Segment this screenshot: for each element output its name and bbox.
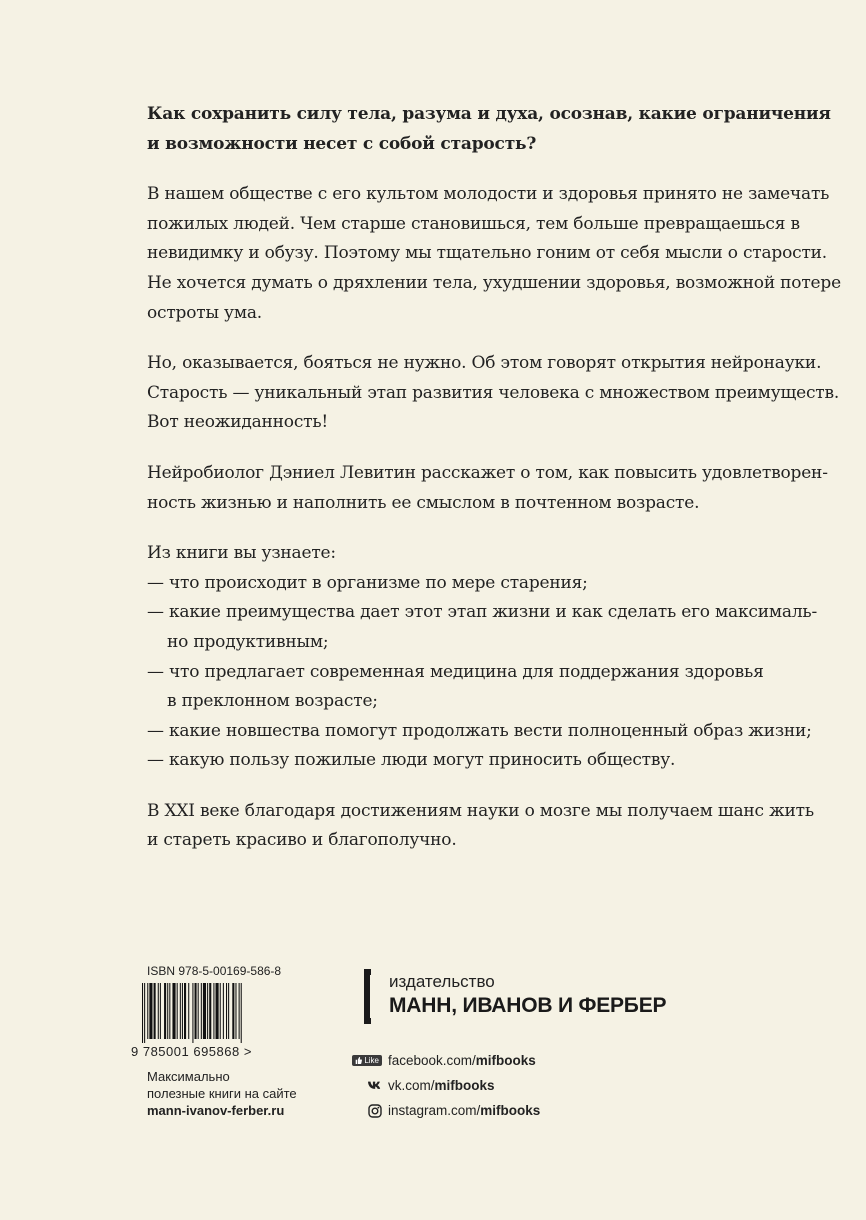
barcode-bar: [147, 983, 148, 1039]
slogan-line: Максимально: [147, 1069, 230, 1084]
paragraph-3: [147, 459, 828, 518]
text-line: и возможности несет с собой старость?: [147, 133, 537, 154]
thumbs-up-icon: [355, 1057, 362, 1064]
publisher-label: издательство: [389, 972, 495, 991]
text-line: остроты ума.: [147, 302, 262, 323]
list-item-continuation: в преклонном возрасте;: [167, 691, 378, 712]
like-label: Like: [364, 1056, 379, 1065]
list-item: — какие новшества помогут продолжать вести полноценный образ жизни;: [147, 720, 812, 741]
barcode-bar: [144, 983, 145, 1043]
barcode-bar: [192, 983, 193, 1043]
vk-link[interactable]: [342, 1073, 540, 1098]
paragraph-4: [147, 797, 814, 856]
paragraph-2: [147, 349, 840, 438]
list-intro: Из книги вы узнаете:: [147, 543, 336, 564]
barcode-bar: [180, 983, 181, 1039]
barcode-bar: [169, 983, 170, 1039]
barcode-bar: [167, 983, 168, 1039]
text-line: Не хочется думать о дряхлении тела, ухудшении здоровья, возможной потере: [147, 272, 841, 293]
barcode-bar: [220, 983, 221, 1039]
barcode-bar: [241, 983, 242, 1043]
barcode-bar: [188, 983, 189, 1039]
barcode-bar: [207, 983, 208, 1039]
slogan-line: полезные книги на сайте: [147, 1086, 297, 1101]
bracket-logo: [364, 969, 371, 1024]
barcode-bar: [226, 983, 227, 1039]
list-item: — какую пользу пожилые люди могут приносить обществу.: [147, 750, 676, 771]
barcode-bar: [195, 983, 197, 1039]
text-line: и стареть красиво и благополучно.: [147, 830, 457, 851]
barcode-bar: [235, 983, 236, 1039]
facebook-like-icon: [352, 1055, 382, 1066]
barcode-bar: [239, 983, 240, 1039]
benefits-list: [147, 539, 818, 776]
barcode-bar: [177, 983, 178, 1039]
barcode-bar: [228, 983, 229, 1039]
social-links: [342, 1048, 540, 1123]
back-cover-text: [147, 100, 841, 877]
barcode-bar: [160, 983, 161, 1039]
barcode-bar: [216, 983, 219, 1039]
barcode-bar: [164, 983, 166, 1039]
barcode-bar: [184, 983, 186, 1039]
paragraph-1: [147, 180, 841, 328]
text-line: В XXI веке благодаря достижениям науки о мозге мы получаем шанс жить: [147, 800, 814, 821]
text-line: Как сохранить силу тела, разума и духа, осознав, какие ограничения: [147, 104, 831, 124]
barcode-bar: [209, 983, 211, 1039]
list-item: — что предлагает современная медицина для поддержания здоровья: [147, 661, 764, 682]
instagram-prefix: instagram.com/: [388, 1103, 481, 1118]
barcode-bar: [142, 983, 143, 1043]
text-line: В нашем обществе с его культом молодости и здоровья принято не замечать: [147, 184, 830, 205]
text-line: Старость — уникальный этап развития человека с множеством преимуществ.: [147, 382, 840, 403]
list-item-continuation: но продуктивным;: [167, 631, 329, 652]
barcode-bar: [158, 983, 159, 1039]
barcode: [140, 983, 294, 1043]
vk-prefix: vk.com/: [388, 1078, 435, 1093]
lead-paragraph: [147, 100, 831, 159]
barcode-bar: [154, 983, 156, 1039]
barcode-bar: [232, 983, 234, 1039]
facebook-prefix: facebook.com/: [388, 1053, 476, 1068]
text-line: пожилых людей. Чем старше становишься, тем больше превращаешься в: [147, 213, 800, 234]
barcode-bar: [172, 983, 175, 1039]
text-line: ность жизнью и наполнить ее смыслом в почтенном возрасте.: [147, 492, 700, 513]
text-line: Нейробиолог Дэниел Левитин расскажет о том, как повысить удовлетворен-: [147, 462, 828, 483]
barcode-bar: [182, 983, 183, 1039]
text-line: Но, оказывается, бояться не нужно. Об этом говорят открытия нейронауки.: [147, 353, 822, 374]
publisher-website-link[interactable]: mann-ivanov-ferber.ru: [147, 1103, 285, 1118]
publisher-name: МАНН, ИВАНОВ И ФЕРБЕР: [389, 994, 667, 1017]
list-item: — что происходит в организме по мере старения;: [147, 572, 588, 593]
facebook-handle: mifbooks: [475, 1053, 536, 1068]
barcode-bar: [223, 983, 224, 1039]
text-line: невидимку и обузу. Поэтому мы тщательно гоним от себя мысли о старости.: [147, 243, 827, 264]
instagram-handle: mifbooks: [480, 1103, 541, 1118]
barcode-bar: [203, 983, 206, 1039]
list-item: — какие преимущества дает этот этап жизни и как сделать его максималь-: [147, 602, 818, 623]
facebook-link[interactable]: [342, 1048, 540, 1073]
text-line: Вот неожиданность!: [147, 412, 329, 433]
isbn-number: ISBN 978-5-00169-586-8: [147, 964, 282, 978]
barcode-bar: [149, 983, 152, 1039]
publisher-slogan: [147, 1068, 297, 1119]
barcode-bar: [198, 983, 199, 1039]
barcode-digits: 9 785001 695868 >: [131, 1044, 252, 1059]
barcode-bar: [201, 983, 202, 1039]
vk-icon: [368, 1081, 382, 1090]
vk-handle: mifbooks: [434, 1078, 495, 1093]
instagram-icon: [368, 1104, 382, 1118]
barcode-bar: [213, 983, 214, 1039]
instagram-link[interactable]: [342, 1098, 540, 1123]
